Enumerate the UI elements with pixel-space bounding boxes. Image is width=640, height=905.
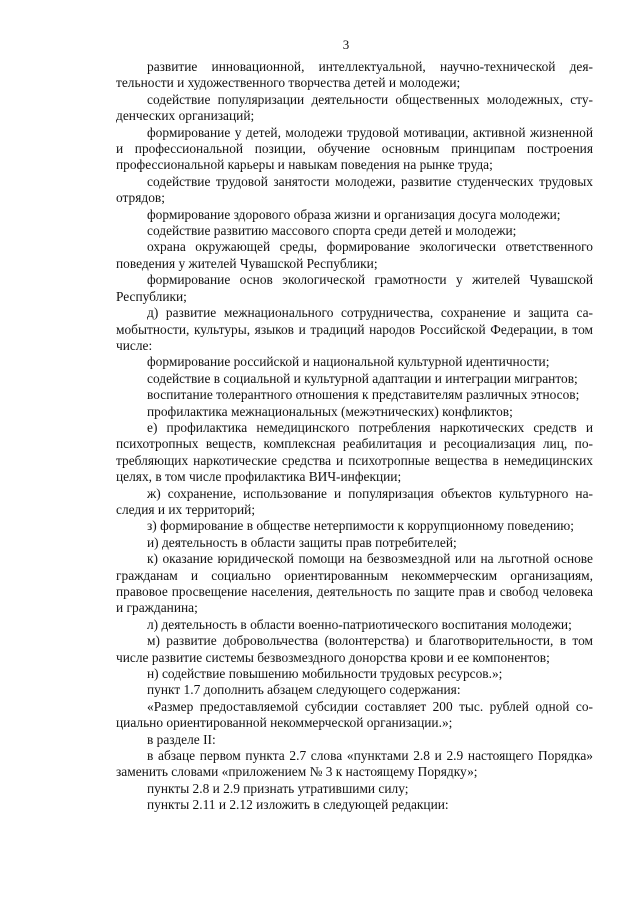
paragraph: л) деятельность в области военно-патриотического воспитания молодежи; <box>147 616 572 632</box>
paragraph: ж) сохранение, использование и популяризация объектов культурного наследия и их территорий; <box>116 485 593 517</box>
paragraph: воспитание толерантного отношения к представителям различных этносов; <box>147 387 580 403</box>
paragraph: в абзаце первом пункта 2.7 слова «пунктами 2.8 и 2.9 настоящего Порядка» заменить словами «приложением № 3 к настоящему Порядку»; <box>116 748 593 780</box>
paragraph: пункт 1.7 дополнить абзацем следующего содержания: <box>147 682 461 698</box>
document-body <box>116 59 593 814</box>
paragraph: формирование здорового образа жизни и организация досуга молодежи; <box>147 206 561 222</box>
paragraph: и) деятельность в области защиты прав потребителей; <box>147 534 457 550</box>
paragraph: развитие инновационной, интеллектуальной, научно-технической деятельности и художественного творчества детей и молодежи; <box>116 59 593 91</box>
paragraph: в разделе II: <box>147 731 216 747</box>
paragraph: формирование у детей, молодежи трудовой мотивации, активной жизненной и профессиональной позиции, обучение основным принципам построения профессиональной карьеры и навыкам поведения на рынке труда; <box>116 124 593 173</box>
paragraph: профилактика межнациональных (межэтнических) конфликтов; <box>147 403 513 419</box>
paragraph: е) профилактика немедицинского потребления наркотических средств и психотропных веществ, комплексная реабилитация и ресоциализация лиц, потребляющих наркотические средства и психотропные вещества в немедицинских целях, в том числе профилактика ВИЧ-инфекции; <box>116 419 593 485</box>
paragraph: м) развитие добровольчества (волонтерства) и благотворительности, в том числе развитие системы безвозмездного донорства крови и ее компонентов; <box>116 633 593 665</box>
paragraph: к) оказание юридической помощи на безвозмездной или на льготной основе гражданам и социально ориентированным некоммерческим организациям, правовое просвещение населения, деятельность по защите прав и свобод человека и гражданина; <box>116 551 593 616</box>
paragraph: содействие популяризации деятельности общественных молодежных, студенческих организаций; <box>116 91 593 124</box>
paragraph: д) развитие межнационального сотрудничества, сохранение и защита самобытности, культуры, языков и традиций народов Российской Федерации, в том числе: <box>116 305 593 353</box>
paragraph: формирование основ экологической грамотности у жителей Чувашской Республики; <box>116 272 593 304</box>
paragraph: формирование российской и национальной культурной идентичности; <box>147 354 550 370</box>
paragraph: охрана окружающей среды, формирование экологически ответственного поведения у жителей Чувашской Республики; <box>116 239 593 271</box>
page-number: 3 <box>342 37 350 52</box>
paragraph: содействие в социальной и культурной адаптации и интеграции мигрантов; <box>147 370 578 386</box>
paragraph: н) содействие повышению мобильности трудовых ресурсов.»; <box>147 666 503 682</box>
paragraph: «Размер предоставляемой субсидии составляет 200 тыс. рублей одной социально ориентированной некоммерческой организации.»; <box>116 698 593 731</box>
paragraph: содействие трудовой занятости молодежи, развитие студенческих трудовых отрядов; <box>116 173 593 206</box>
paragraph: пункты 2.11 и 2.12 изложить в следующей редакции: <box>147 797 449 813</box>
paragraph: пункты 2.8 и 2.9 признать утратившими силу; <box>147 780 409 796</box>
paragraph: з) формирование в обществе нетерпимости к коррупционному поведению; <box>147 518 574 534</box>
paragraph: содействие развитию массового спорта среди детей и молодежи; <box>147 223 517 239</box>
